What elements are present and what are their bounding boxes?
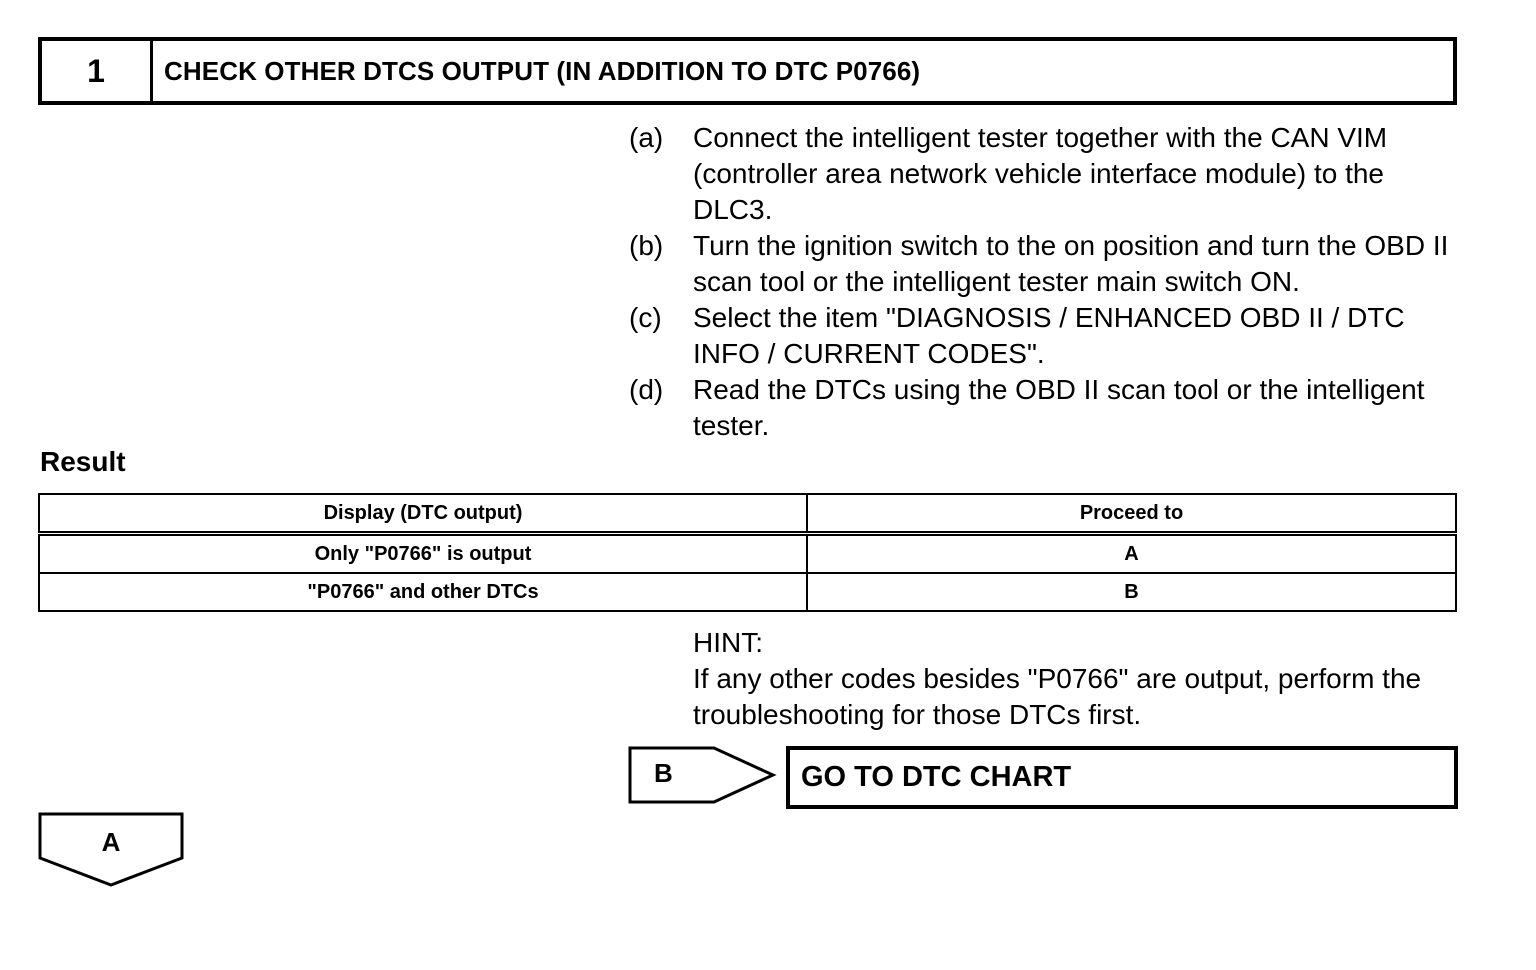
table-row (39, 534, 1456, 574)
step-title: CHECK OTHER DTCS OUTPUT (IN ADDITION TO DTC P0766) (164, 55, 921, 86)
table-cell-proceed: B (807, 573, 1456, 611)
result-label: Result (40, 446, 126, 477)
result-table (38, 493, 1457, 612)
procedure-step-b (629, 228, 1469, 300)
step-header (38, 37, 1457, 105)
procedure-marker: (b) (629, 230, 664, 261)
procedure-text: Connect the intelligent tester together with the CAN VIM (controller area network vehicle interface module) to the DLC3. (693, 122, 1388, 225)
hint (693, 625, 1473, 733)
procedure-text: Select the item "DIAGNOSIS / ENHANCED OBD II / DTC INFO / CURRENT CODES". (693, 302, 1405, 369)
branch-a-label: A (101, 827, 121, 857)
step-number: 1 (42, 41, 153, 101)
table-header-row (39, 494, 1456, 534)
procedure-list (629, 120, 1469, 444)
table-header-proceed: Proceed to (807, 494, 1456, 534)
branch-b-arrow (628, 746, 778, 804)
table-row (39, 573, 1456, 611)
table-cell-display: "P0766" and other DTCs (39, 573, 807, 611)
procedure-marker: (a) (629, 122, 664, 153)
procedure-text: Read the DTCs using the OBD II scan tool or the intelligent tester. (693, 374, 1425, 441)
procedure-text: Turn the ignition switch to the on position and turn the OBD II scan tool or the intelligent tester main switch ON. (693, 230, 1449, 297)
hint-text: If any other codes besides "P0766" are output, perform the troubleshooting for those DTCs first. (693, 663, 1422, 730)
table-cell-display: Only "P0766" is output (39, 534, 807, 574)
procedure-step-c (629, 300, 1469, 372)
procedure-step-d (629, 372, 1469, 444)
branch-a-arrow (38, 812, 184, 888)
hint-title: HINT: (693, 627, 763, 658)
procedure-marker: (c) (629, 302, 662, 333)
table-cell-proceed: A (807, 534, 1456, 574)
procedure-marker: (d) (629, 374, 664, 405)
branch-b-label: B (654, 758, 673, 788)
procedure-step-a (629, 120, 1469, 228)
table-header-display: Display (DTC output) (39, 494, 807, 534)
right-arrow-icon (628, 746, 778, 804)
goto-dtc-chart-box: GO TO DTC CHART (786, 746, 1458, 809)
